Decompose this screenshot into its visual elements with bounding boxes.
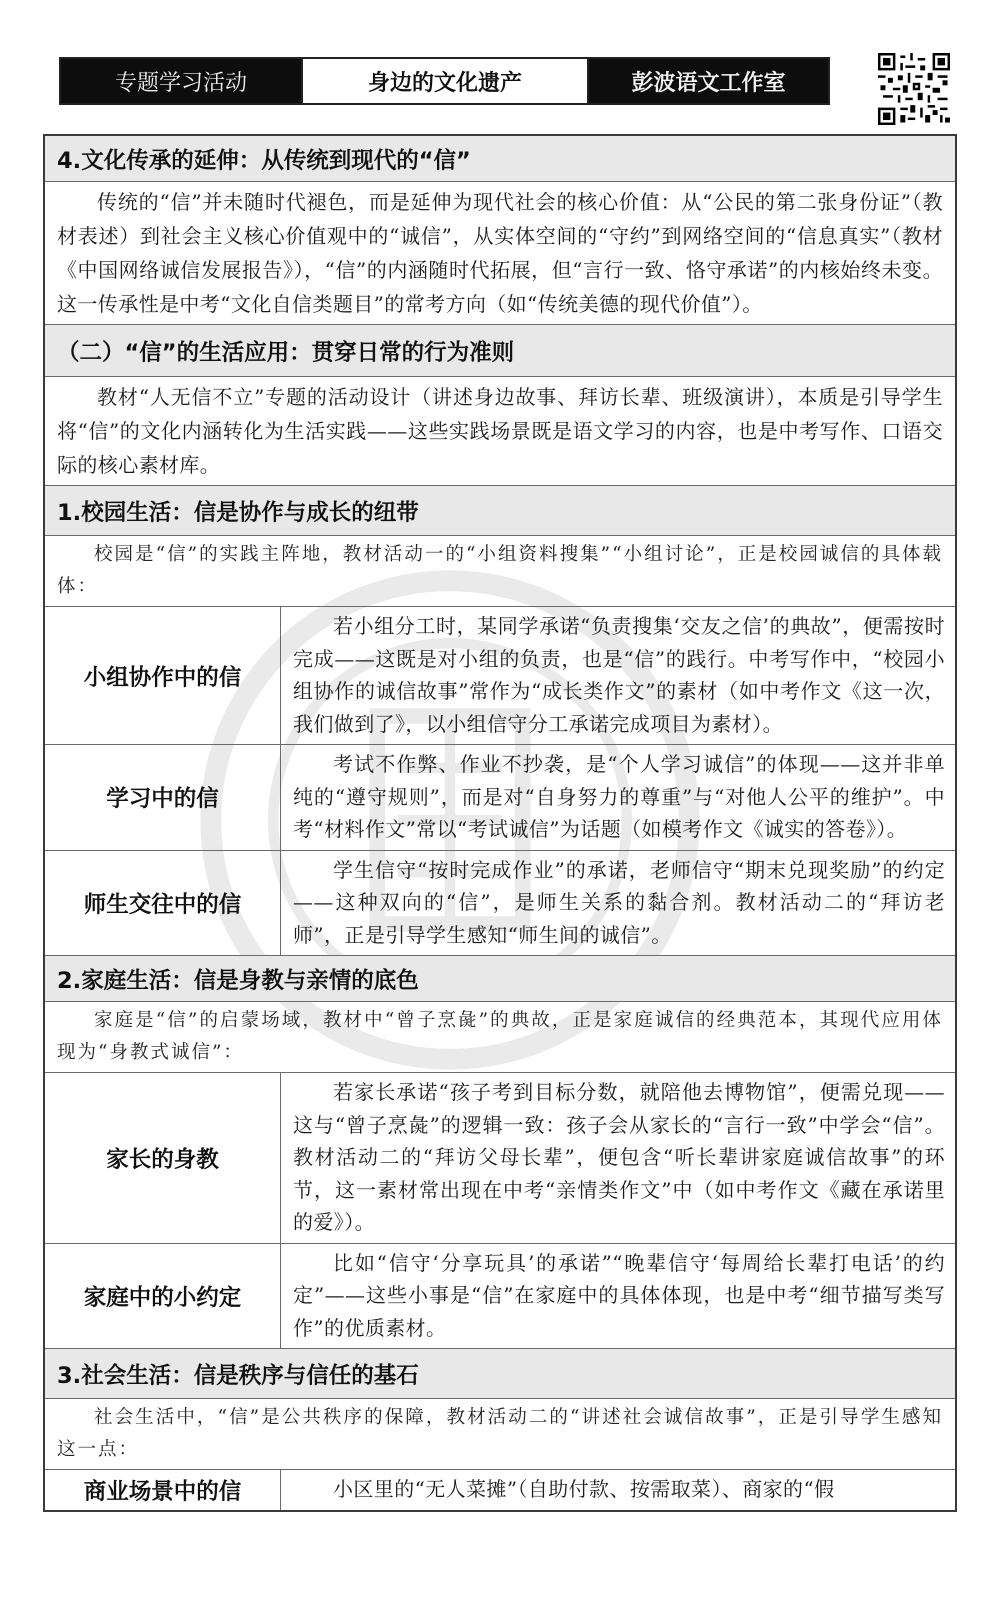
row-label: 学习中的信: [45, 745, 281, 850]
table-row: [45, 607, 955, 745]
header-studio: 彭波语文工作室: [589, 59, 828, 103]
table-row: [45, 1244, 955, 1350]
row-text: 学生信守“按时完成作业”的承诺，老师信守“期末兑现奖励”的约定——这种双向的“信”，是师生关系的黏合剂。教材活动二的“拜访老师”，正是引导学生感知“师生间的诚信”。: [293, 857, 945, 947]
section-intro: 社会生活中，“信”是公共秩序的保障，教材活动二的“讲述社会诚信故事”，正是引导学生感知这一点：: [45, 1399, 955, 1470]
row-label: 家庭中的小约定: [45, 1244, 281, 1349]
header-topic: 专题学习活动: [61, 59, 301, 103]
section-intro: 家庭是“信”的启蒙场域，教材中“曾子烹彘”的典故，正是家庭诚信的经典范本，其现代应用体现为“身教式诚信”：: [45, 1002, 955, 1073]
table-row: [45, 745, 955, 851]
row-text: 若小组分工时，某同学承诺“负责搜集‘交友之信’的典故”，便需按时完成——这既是对小组的负责，也是“信”的践行。中考写作中，“校园小组协作的诚信故事”常作为“成长类作文”的素材（如中考作文《这一次，我们做到了》，以小组信守分工承诺完成项目为素材）。: [293, 614, 945, 736]
section-heading: 3.社会生活：信是秩序与信任的基石: [45, 1349, 955, 1399]
section-paragraph: 教材“人无信不立”专题的活动设计（讲述身边故事、拜访长辈、班级演讲），本质是引导学生将“信”的文化内涵转化为生活实践——这些实践场景既是语文学习的内容，也是中考写作、口语交际的核心素材库。: [45, 377, 955, 486]
table-row: [45, 851, 955, 957]
row-text: 小区里的“无人菜摊”（自助付款、按需取菜）、商家的“假: [333, 1477, 835, 1501]
row-text: 考试不作弊、作业不抄袭，是“个人学习诚信”的体现——这并非单纯的“遵守规则”，而是对“自身努力的尊重”与“对他人公平的维护”。中考“材料作文”常以“考试诚信”为话题（如模考作文《诚实的答卷》）。: [293, 752, 945, 841]
table-row: [45, 1470, 955, 1510]
header-title: 身边的文化遗产: [301, 59, 589, 103]
row-text: 若家长承诺“孩子考到目标分数，就陪他去博物馆”，便需兑现——这与“曾子烹彘”的逻辑一致：孩子会从家长的“言行一致”中学会“信”。教材活动二的“拜访父母长辈”，便包含“听长辈讲家庭诚信故事”的环节，这一素材常出现在中考“亲情类作文”中（如中考作文《藏在承诺里的爱》）。: [293, 1080, 945, 1234]
row-label: 师生交往中的信: [45, 851, 281, 956]
header-bar: [59, 57, 830, 105]
row-label: 小组协作中的信: [45, 607, 281, 744]
section-heading: 1.校园生活：信是协作与成长的纽带: [45, 486, 955, 536]
section-heading: 4.文化传承的延伸：从传统到现代的“信”: [45, 136, 955, 182]
row-label: 家长的身教: [45, 1073, 281, 1243]
section-heading: 2.家庭生活：信是身教与亲情的底色: [45, 956, 955, 1002]
section-heading: （二）“信”的生活应用：贯穿日常的行为准则: [45, 325, 955, 377]
row-label: 商业场景中的信: [45, 1470, 281, 1510]
table-row: [45, 1073, 955, 1244]
section-paragraph: 传统的“信”并未随时代褪色，而是延伸为现代社会的核心价值：从“公民的第二张身份证”（教材表述）到社会主义核心价值观中的“诚信”，从实体空间的“守约”到网络空间的“信息真实”（教材《中国网络诚信发展报告》），“信”的内涵随时代拓展，但“言行一致、恪守承诺”的内核始终未变。这一传承性是中考“文化自信类题目”的常考方向（如“传统美德的现代价值”）。: [45, 182, 955, 325]
qr-code-icon: [878, 53, 950, 125]
row-text: 比如“信守‘分享玩具’的承诺”“晚辈信守‘每周给长辈打电话’的约定”——这些小事是“信”在家庭中的具体体现，也是中考“细节描写类写作”的优质素材。: [293, 1250, 945, 1340]
content-table: [43, 134, 957, 1512]
section-intro: 校园是“信”的实践主阵地，教材活动一的“小组资料搜集”“小组讨论”，正是校园诚信的具体载体：: [45, 536, 955, 607]
